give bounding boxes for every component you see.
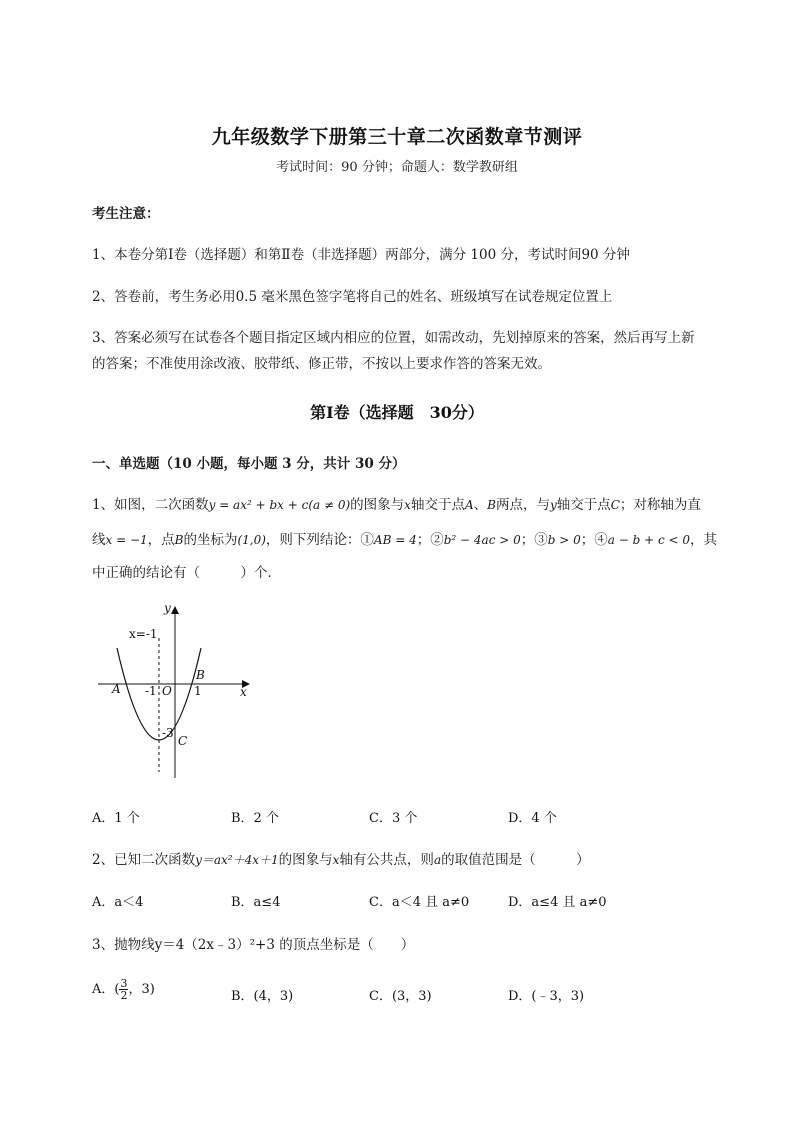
symmetry-axis-label: x=-1 bbox=[129, 627, 158, 641]
question-2-option-c[interactable]: C．a＜4 且 a≠0 bbox=[369, 895, 470, 910]
tick-neg1-label: -1 bbox=[145, 684, 157, 698]
question-3-option-a[interactable]: A．( $\frac{3}{2}$ ，3) bbox=[92, 977, 155, 1002]
notice-heading: 考生注意： bbox=[92, 206, 160, 222]
y-axis-label: y bbox=[164, 601, 171, 615]
question-3-text: 3、抛物线y＝4（2x﹣3）²+3 的顶点坐标是（ ） bbox=[92, 937, 415, 953]
question-3-option-d[interactable]: D．(﹣3，3) bbox=[508, 989, 585, 1004]
notice-item-2: 2、答卷前，考生务必用0.5 毫米黑色签字笔将自己的姓名、班级填写在试卷规定位置上 bbox=[92, 289, 613, 305]
part-title: 一、单选题（10 小题，每小题 3 分，共计 30 分） bbox=[92, 456, 406, 472]
point-c-label: C bbox=[178, 734, 188, 748]
y-axis-arrow bbox=[171, 606, 179, 614]
point-a-label: A bbox=[112, 682, 121, 696]
question-1-line-3: 中正确的结论有（ ）个． bbox=[92, 565, 281, 581]
question-2-text: 2、已知二次函数y＝ax²＋4x＋1的图象与x轴有公共点，则a的取值范围是（ ） bbox=[92, 852, 590, 868]
page-title: 九年级数学下册第三十章二次函数章节测评 bbox=[211, 126, 583, 148]
notice-item-3: 3、答案必须写在试卷各个题目指定区域内相应的位置，如需改动，先划掉原来的答案，然后再写上新 bbox=[92, 330, 695, 346]
question-1-option-a[interactable]: A．1 个 bbox=[92, 811, 140, 826]
x-axis-label: x bbox=[240, 685, 247, 699]
question-1-option-c[interactable]: C．3 个 bbox=[369, 811, 418, 826]
tick-1-label: 1 bbox=[194, 684, 202, 698]
question-1-line-1: 1、如图，二次函数y = ax² + bx + c(a ≠ 0)的图象与x轴交于点A、B两点，与y轴交于点C；对称轴为直 bbox=[92, 497, 701, 513]
parabola-graph bbox=[92, 600, 262, 785]
origin-label: O bbox=[162, 684, 172, 698]
tick-neg3-label: -3 bbox=[162, 726, 174, 740]
question-2-option-a[interactable]: A．a＜4 bbox=[92, 895, 144, 910]
question-1-line-2: 线x = −1，点B的坐标为(1,0)，则下列结论：①AB = 4；②b² − 4ac > 0；③b > 0；④a − b + c < 0，其 bbox=[92, 532, 717, 548]
fraction: $\frac{3}{2}$ bbox=[120, 977, 128, 1002]
question-1-option-b[interactable]: B．2 个 bbox=[231, 811, 279, 826]
page-subtitle: 考试时间：90 分钟；命题人：数学教研组 bbox=[276, 160, 518, 175]
notice-item-1: 1、本卷分第Ⅰ卷（选择题）和第Ⅱ卷（非选择题）两部分，满分 100 分，考试时间90 分钟 bbox=[92, 247, 630, 263]
question-3-option-c[interactable]: C．(3，3) bbox=[369, 989, 432, 1004]
question-3-option-b[interactable]: B．(4，3) bbox=[231, 989, 294, 1004]
question-1-option-d[interactable]: D．4 个 bbox=[508, 811, 557, 826]
question-2-option-b[interactable]: B．a≤4 bbox=[231, 895, 281, 910]
point-b-label: B bbox=[196, 668, 205, 682]
question-2-option-d[interactable]: D．a≤4 且 a≠0 bbox=[508, 895, 607, 910]
notice-item-3-cont: 的答案；不准使用涂改液、胶带纸、修正带，不按以上要求作答的答案无效。 bbox=[92, 356, 551, 372]
section-title: 第Ⅰ卷（选择题 30分） bbox=[310, 403, 484, 422]
